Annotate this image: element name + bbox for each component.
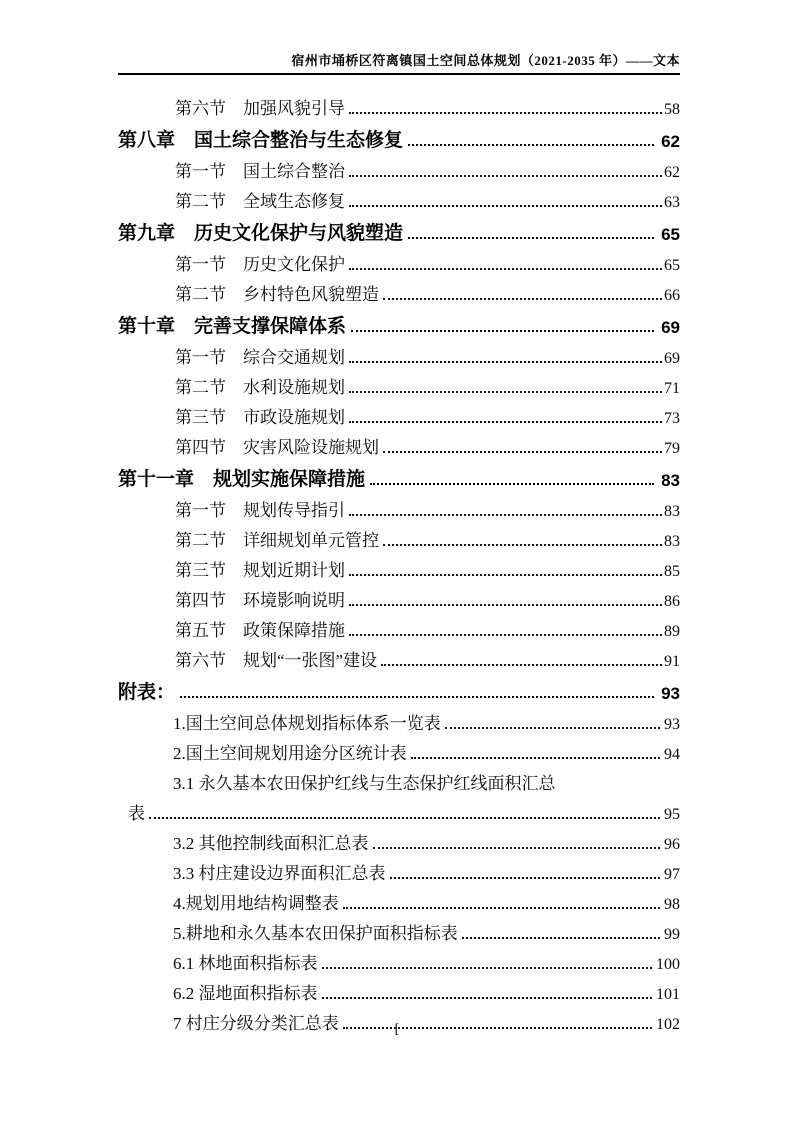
dot-leader [349,112,662,114]
toc-entry[interactable] [118,794,680,824]
dot-leader [349,604,662,606]
toc-entry[interactable] [118,551,680,581]
toc-page-number: 83 [664,503,680,520]
table-of-contents [118,89,680,1034]
dot-leader [343,907,660,909]
dot-leader [349,361,662,363]
toc-page-number: 62 [664,164,680,181]
toc-page-number: 100 [656,956,680,973]
toc-page-number: 71 [664,380,680,397]
toc-entry-title: 第二节 水利设施规划 [175,378,345,397]
toc-entry[interactable] [118,944,680,974]
toc-entry[interactable] [118,368,680,398]
toc-page-number: 69 [661,318,680,337]
page-number: [ [394,1022,400,1037]
dot-leader [390,877,661,879]
toc-entry-title: 第一节 国土综合整治 [175,162,345,181]
toc-entry-title: 第三节 规划近期计划 [175,561,345,580]
dot-leader [349,634,662,636]
toc-entry[interactable] [118,338,680,368]
dot-leader [445,727,660,729]
dot-leader [349,574,662,576]
toc-page-number: 102 [656,1016,680,1033]
toc-page-number: 85 [664,563,680,580]
dot-leader [149,817,660,819]
toc-entry[interactable] [118,245,680,275]
toc-page-number: 63 [664,194,680,211]
toc-entry[interactable] [118,884,680,914]
toc-entry-title: 第二节 乡村特色风貌塑造 [175,285,379,304]
header-title: 宿州市埇桥区符离镇国土空间总体规划（2021-2035 年）——文本 [291,53,680,68]
toc-entry-title: 第三节 市政设施规划 [175,408,345,427]
toc-entry[interactable] [118,764,680,794]
dot-leader [349,268,662,270]
dot-leader [408,237,654,239]
dot-leader [322,967,653,969]
toc-page-number: 69 [664,350,680,367]
toc-page-number: 98 [664,896,680,913]
toc-entry-title: 1.国土空间总体规划指标体系一览表 [173,714,441,733]
toc-page-number: 73 [664,410,680,427]
dot-leader [349,391,662,393]
toc-entry-title: 第四节 环境影响说明 [175,591,345,610]
toc-page-number: 62 [661,132,680,151]
toc-entry[interactable] [118,152,680,182]
toc-entry-title: 第六节 加强风貌引导 [175,99,345,118]
toc-entry-title: 第十章 完善支撑保障体系 [118,316,347,337]
toc-entry[interactable] [118,458,680,491]
toc-entry-title: 2.国土空间规划用途分区统计表 [173,744,407,763]
dot-leader [381,664,662,666]
dot-leader [349,421,662,423]
toc-entry-title: 3.1 永久基本农田保护红线与生态保护红线面积汇总 [173,774,556,793]
toc-entry[interactable] [118,641,680,671]
toc-entry[interactable] [118,305,680,338]
toc-page-number: 93 [661,684,680,703]
page-footer [0,1022,794,1038]
toc-page-number: 66 [664,287,680,304]
toc-page-number: 83 [664,533,680,550]
toc-page-number: 83 [661,471,680,490]
toc-page-number: 97 [664,866,680,883]
toc-entry[interactable] [118,671,680,704]
dot-leader [349,175,662,177]
toc-entry-title: 3.2 其他控制线面积汇总表 [173,834,369,853]
toc-page-number: 86 [664,593,680,610]
toc-entry[interactable] [118,275,680,305]
dot-leader [349,514,662,516]
toc-entry[interactable] [118,182,680,212]
toc-page-number: 96 [664,836,680,853]
dot-leader [383,451,662,453]
toc-entry[interactable] [118,974,680,1004]
toc-entry[interactable] [118,398,680,428]
dot-leader [322,997,653,999]
toc-page-number: 91 [664,653,680,670]
dot-leader [373,847,661,849]
toc-entry-title: 第四节 灾害风险设施规划 [175,438,379,457]
dot-leader [462,937,660,939]
toc-page-number: 58 [664,101,680,118]
toc-entry[interactable] [118,914,680,944]
toc-entry[interactable] [118,521,680,551]
toc-entry-title: 第一节 规划传导指引 [175,501,345,520]
toc-entry[interactable] [118,212,680,245]
toc-entry-title: 第二节 详细规划单元管控 [175,531,379,550]
dot-leader [383,298,662,300]
toc-entry[interactable] [118,854,680,884]
toc-entry-title: 第十一章 规划实施保障措施 [118,469,366,490]
toc-entry-title: 第九章 历史文化保护与风貌塑造 [118,223,404,244]
toc-entry-title: 4.规划用地结构调整表 [173,894,339,913]
toc-page-number: 65 [661,225,680,244]
toc-page-number: 65 [664,257,680,274]
toc-entry[interactable] [118,824,680,854]
dot-leader [370,483,654,485]
toc-entry-title: 7 村庄分级分类汇总表 [173,1014,339,1033]
toc-entry-title: 附表： [118,682,176,703]
toc-page-number: 99 [664,926,680,943]
dot-leader [349,205,662,207]
toc-entry-title: 6.1 林地面积指标表 [173,954,318,973]
toc-page-number: 89 [664,623,680,640]
toc-entry[interactable] [118,704,680,734]
toc-page-number: 95 [664,806,680,823]
page-header [118,0,680,75]
toc-entry-title: 表 [128,804,145,823]
dot-leader [408,144,654,146]
toc-entry[interactable] [118,581,680,611]
toc-entry-title: 第一节 综合交通规划 [175,348,345,367]
dot-leader [411,757,660,759]
dot-leader [383,544,662,546]
toc-page-number: 94 [664,746,680,763]
toc-entry-title: 3.3 村庄建设边界面积汇总表 [173,864,386,883]
toc-entry-title: 第六节 规划“一张图”建设 [175,651,378,670]
toc-entry-title: 6.2 湿地面积指标表 [173,984,318,1003]
toc-entry-title: 5.耕地和永久基本农田保护面积指标表 [173,924,458,943]
toc-entry[interactable] [118,428,680,458]
toc-page-number: 79 [664,440,680,457]
dot-leader [351,330,654,332]
toc-entry[interactable] [118,491,680,521]
toc-entry-title: 第二节 全域生态修复 [175,192,345,211]
toc-entry-title: 第五节 政策保障措施 [175,621,345,640]
toc-entry[interactable] [118,734,680,764]
toc-entry-title: 第一节 历史文化保护 [175,255,345,274]
toc-page-number: 93 [664,716,680,733]
toc-entry[interactable] [118,89,680,119]
dot-leader [180,696,654,698]
toc-entry[interactable] [118,119,680,152]
toc-entry[interactable] [118,611,680,641]
toc-entry-title: 第八章 国土综合整治与生态修复 [118,130,404,151]
toc-page-number: 101 [656,986,680,1003]
